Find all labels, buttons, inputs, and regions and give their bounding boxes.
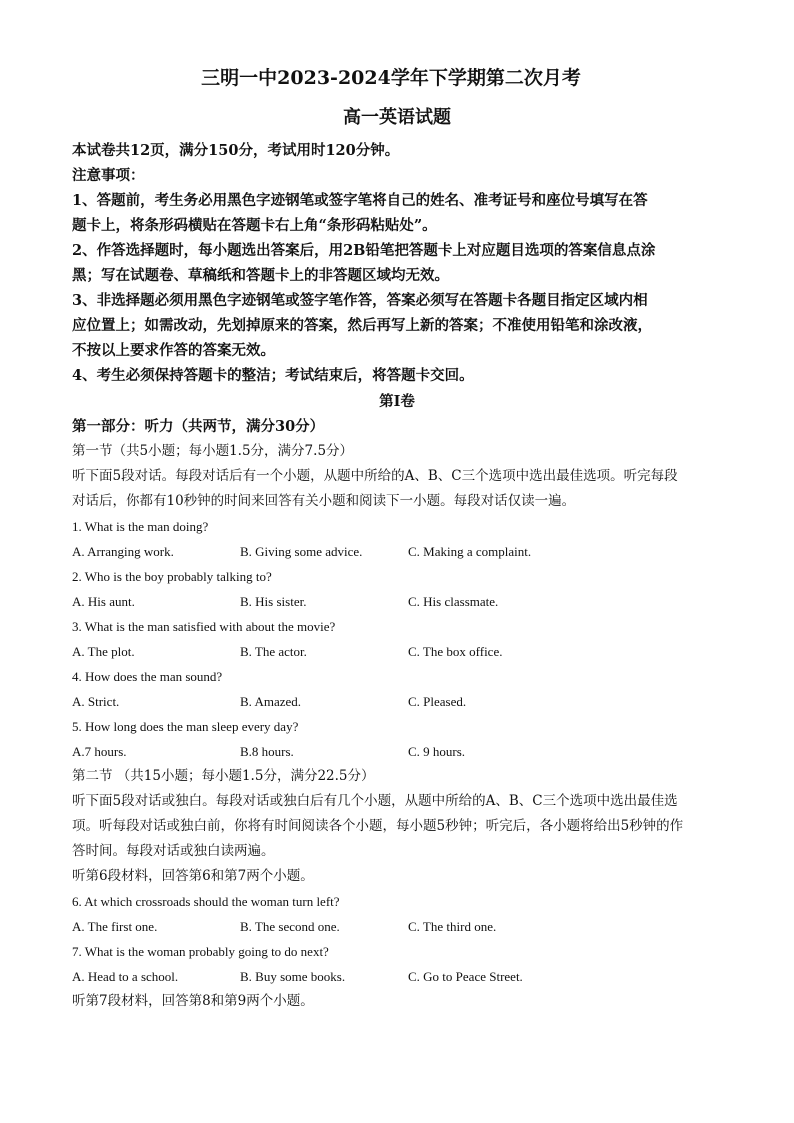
part1-heading: 第一部分：听力（共两节，满分30分） <box>72 418 325 435</box>
exam-subtitle: 高一英语试题 <box>343 107 451 128</box>
note-1-line-1: 1、答题前，考生务必用黑色字迹钢笔或签字笔将自己的姓名、准考证号和座位号填写在答 <box>72 192 648 209</box>
section1-heading: 第一节（共5小题；每小题1.5分，满分7.5分） <box>72 443 354 459</box>
option-a: A. The plot. <box>72 644 135 659</box>
option-b: B. His sister. <box>240 594 307 609</box>
question-stem: 2. Who is the boy probably talking to? <box>72 569 272 584</box>
exam-title: 三明一中2023-2024学年下学期第二次月考 <box>201 67 581 89</box>
question-stem: 3. What is the man satisfied with about the movie? <box>72 619 336 634</box>
question-stem: 5. How long does the man sleep every day? <box>72 719 299 734</box>
section2-instructions-line-3: 答时间。每段对话或独白读两遍。 <box>72 843 275 859</box>
section2-instructions-line-1: 听下面5段对话或独白。每段对话或独白后有几个小题，从题中所给的A、B、C三个选项中选出最佳选 <box>72 793 678 809</box>
section1-instructions-line-1: 听下面5段对话。每段对话后有一个小题，从题中所给的A、B、C三个选项中选出最佳选项。听完每段 <box>72 468 678 484</box>
question-options <box>72 914 722 939</box>
option-b: B. The actor. <box>240 644 307 659</box>
section1-instructions-line-2: 对话后，你都有10秒钟的时间来回答有关小题和阅读下一小题。每段对话仅读一遍。 <box>72 493 576 509</box>
option-c: C. Go to Peace Street. <box>408 969 523 984</box>
option-b: B.8 hours. <box>240 744 294 759</box>
question-options <box>72 964 722 989</box>
section2-heading: 第二节 （共15小题；每小题1.5分，满分22.5分） <box>72 768 375 784</box>
option-a: A.7 hours. <box>72 744 127 759</box>
note-3-line-3: 不按以上要求作答的答案无效。 <box>72 342 275 359</box>
question-options <box>72 639 722 664</box>
question-options <box>72 589 722 614</box>
material-7-label: 听第7段材料，回答第8和第9两个小题。 <box>72 993 314 1009</box>
question-stem: 4. How does the man sound? <box>72 669 223 684</box>
option-a: A. Head to a school. <box>72 969 179 984</box>
option-a: A. His aunt. <box>72 594 135 609</box>
option-b: B. Amazed. <box>240 694 302 709</box>
question-options <box>72 689 722 714</box>
note-3-line-2: 应位置上；如需改动，先划掉原来的答案，然后再写上新的答案；不准使用铅笔和涂改液， <box>72 317 652 334</box>
question-stem: 6. At which crossroads should the woman turn left? <box>72 894 340 909</box>
option-a: A. Strict. <box>72 694 120 709</box>
note-2-line-1: 2、作答选择题时，每小题选出答案后，用2B铅笔把答题卡上对应题目选项的答案信息点涂 <box>72 242 656 259</box>
note-1-line-2: 题卡上，将条形码横贴在答题卡右上角“条形码粘贴处”。 <box>72 217 437 234</box>
option-b: B. Giving some advice. <box>240 544 363 559</box>
question-stem: 1. What is the man doing? <box>72 519 209 534</box>
exam-page <box>72 62 722 1014</box>
question-options <box>72 739 722 764</box>
option-a: A. The first one. <box>72 919 158 934</box>
question-stem: 7. What is the woman probably going to do next? <box>72 944 329 959</box>
option-c: C. The box office. <box>408 644 503 659</box>
option-c: C. 9 hours. <box>408 744 466 759</box>
option-c: C. His classmate. <box>408 594 499 609</box>
note-4-line-1: 4、考生必须保持答题卡的整洁；考试结束后，将答题卡交回。 <box>72 367 474 384</box>
option-c: C. Pleased. <box>408 694 467 709</box>
option-c: C. The third one. <box>408 919 497 934</box>
section2-instructions-line-2: 项。听每段对话或独白前，你将有时间阅读各个小题，每小题5秒钟；听完后，各小题将给出5秒钟的作 <box>72 818 684 834</box>
option-c: C. Making a complaint. <box>408 544 532 559</box>
note-3-line-1: 3、非选择题必须用黑色字迹钢笔或签字笔作答，答案必须写在答题卡各题目指定区域内相 <box>72 292 648 309</box>
question-options <box>72 539 722 564</box>
notes-heading: 注意事项： <box>72 167 145 184</box>
note-2-line-2: 黑；写在试题卷、草稿纸和答题卡上的非答题区域均无效。 <box>72 267 449 284</box>
material-6-label: 听第6段材料，回答第6和第7两个小题。 <box>72 868 314 884</box>
volume-heading: 第Ⅰ卷 <box>379 393 415 410</box>
option-a: A. Arranging work. <box>72 544 174 559</box>
option-b: B. The second one. <box>240 919 340 934</box>
option-b: B. Buy some books. <box>240 969 346 984</box>
intro-text: 本试卷共12页，满分150分，考试用时120分钟。 <box>72 142 400 159</box>
